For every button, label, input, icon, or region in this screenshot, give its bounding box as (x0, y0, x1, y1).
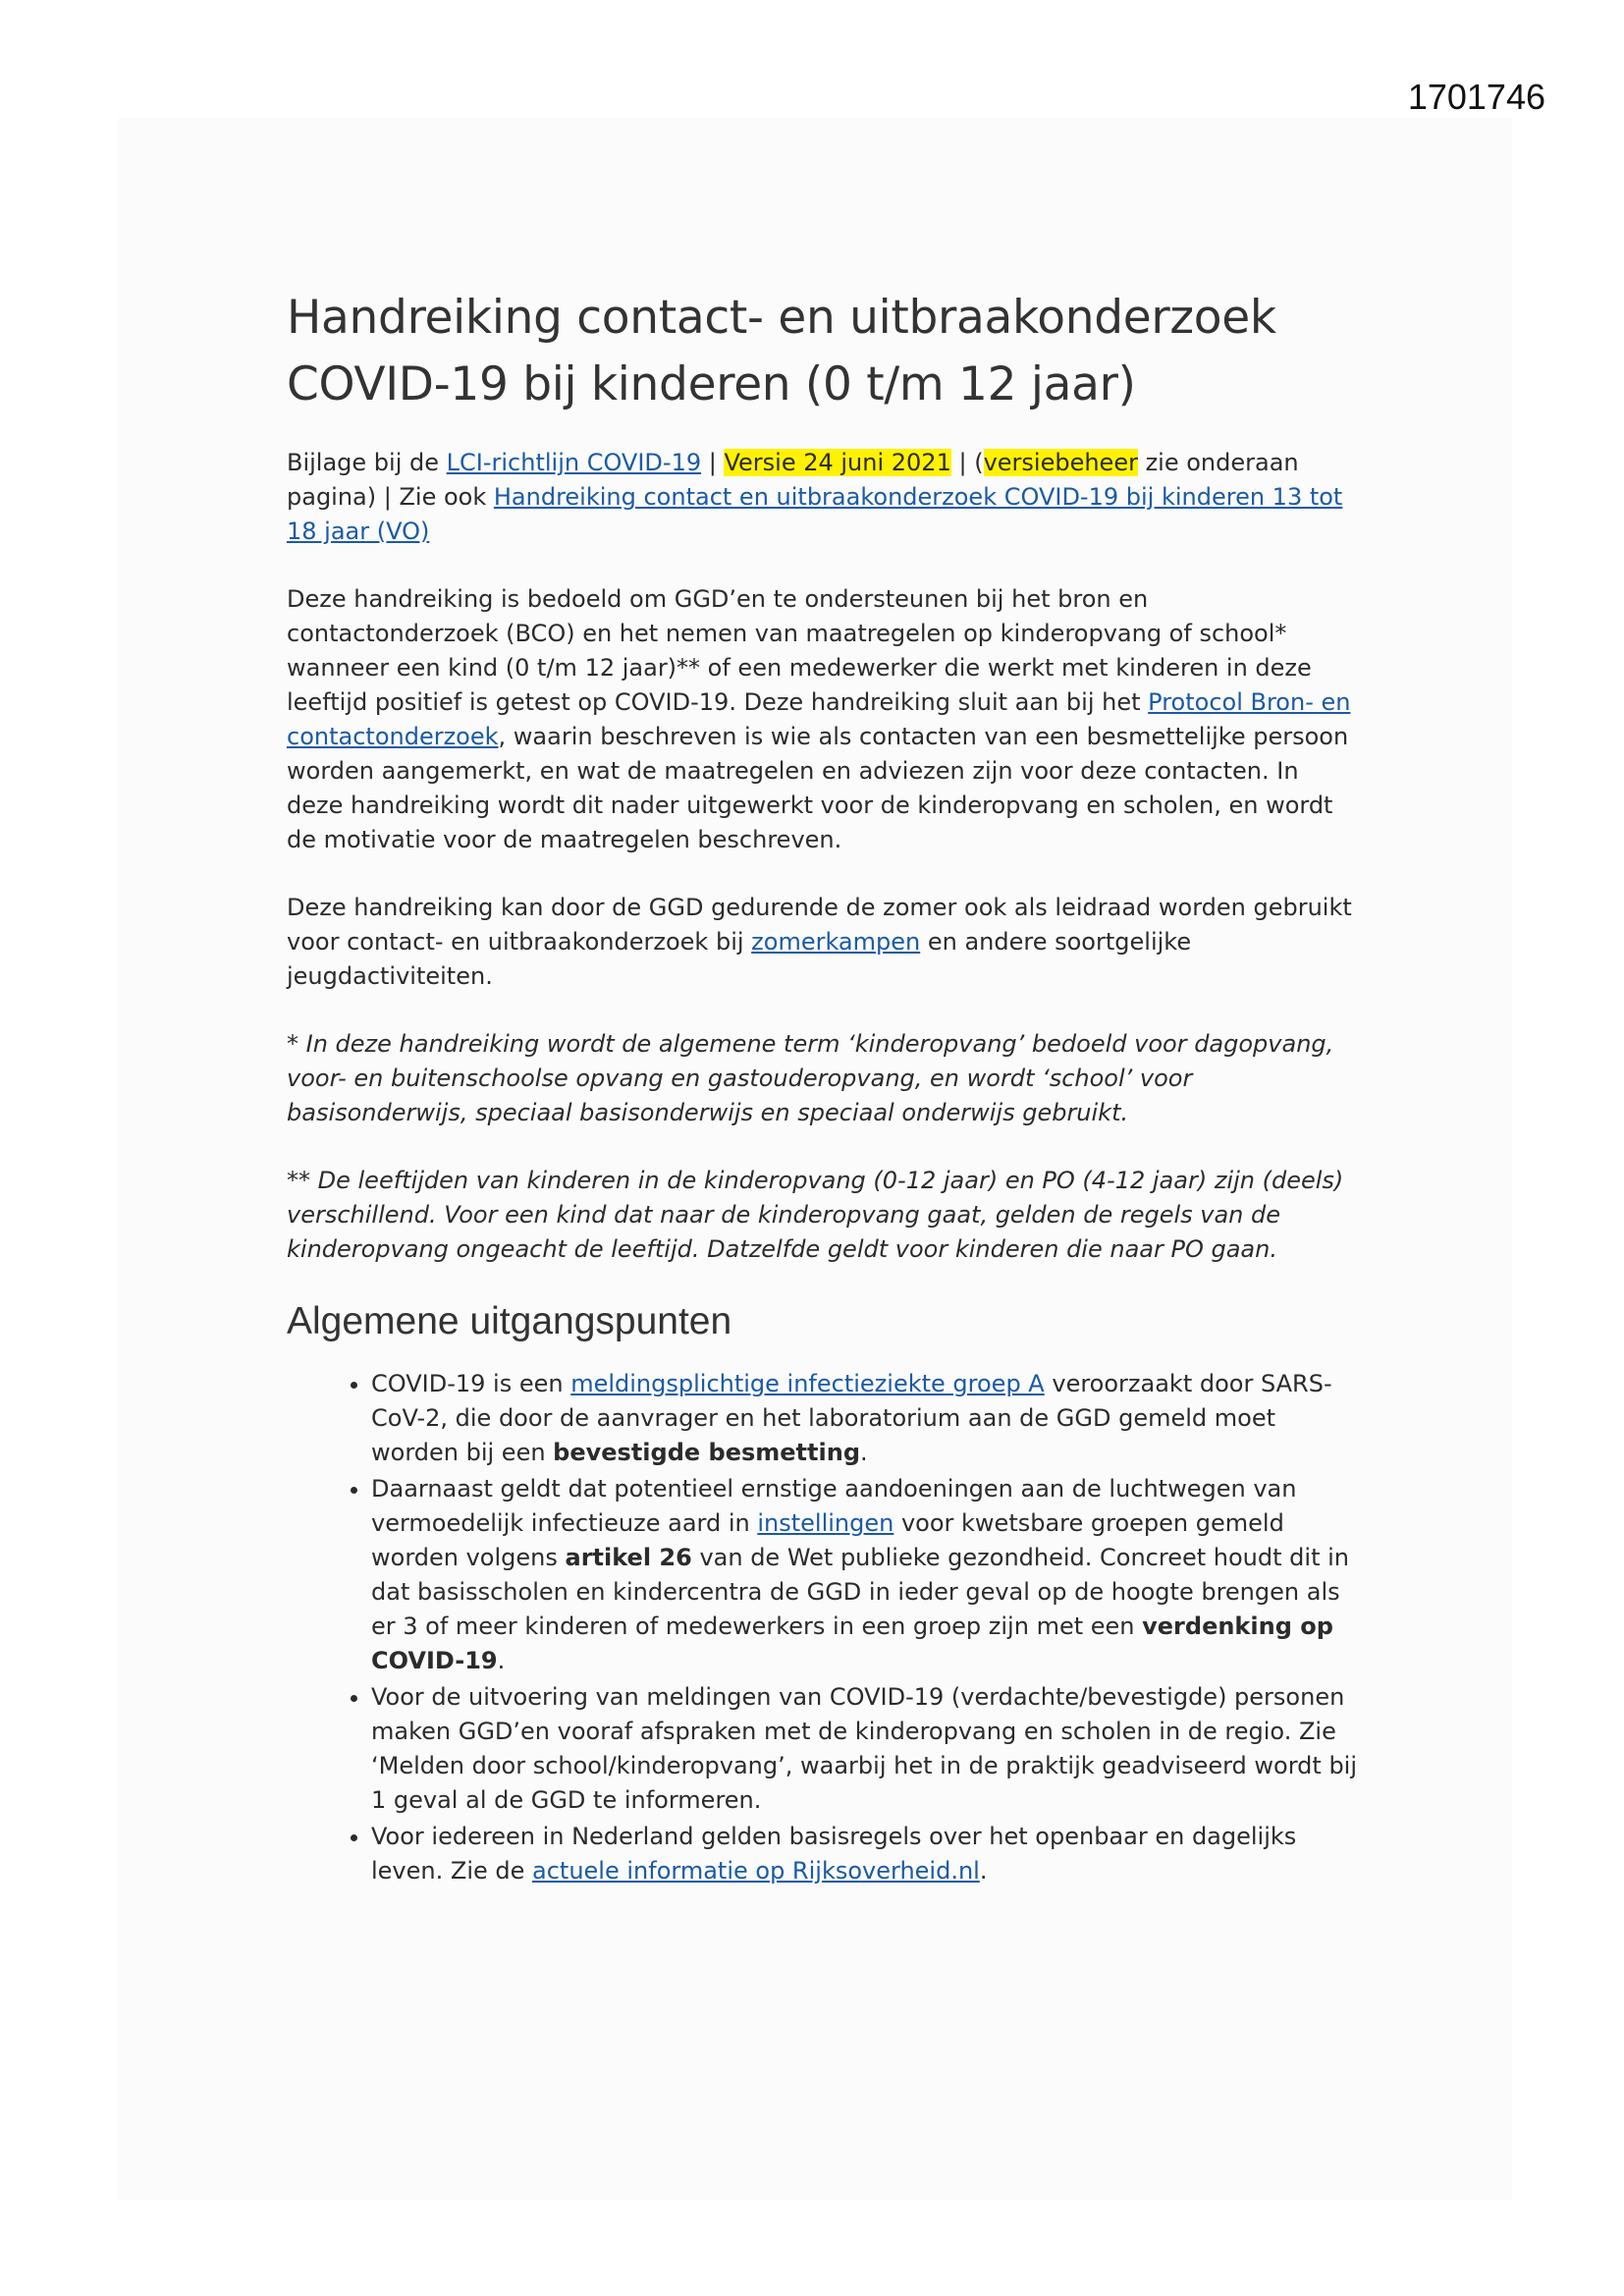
footnote-2: ** De leeftijden van kinderen in de kinderopvang (0-12 jaar) en PO (4-12 jaar) zijn (deels) verschillend. Voor een kind dat naar de kinderopvang gaat, gelden de regels van de kinderopvang ongeacht de leeftijd. Datzelfde geldt voor kinderen die naar PO gaan. (287, 1167, 1344, 1263)
b2-bold: artikel 26 (565, 1544, 692, 1571)
document-id: 1701746 (1407, 77, 1545, 117)
footnote-1: * In deze handreiking wordt de algemene term ‘kinderopvang’ bedoeld voor dagopvang, voor- en buitenschoolse opvang en gastouderopvang, en wordt ‘school’ voor basisonderwijs, speciaal basisonderwijs en speciaal onderwijs gebruikt. (287, 1030, 1334, 1126)
list-item (371, 1472, 1357, 1678)
b2-text-4: . (497, 1647, 506, 1674)
intro-paragraph-1 (287, 582, 1357, 857)
meta-prefix: Bijlage bij de (287, 449, 447, 476)
b4-text: Voor iedereen in Nederland gelden basisregels over het openbaar en dagelijks leven. Zie de (371, 1823, 1297, 1885)
intro-p1-text-2: , waarin beschreven is wie als contacten van een besmettelijke persoon worden aangemerkt, en wat de maatregelen en adviezen zijn voor deze contacten. In deze handreiking wordt dit nader uitgewerkt voor de kinderopvang en scholen, en wordt de motivatie voor de maatregelen beschreven. (287, 723, 1349, 853)
list-item: • Voor de uitvoering van meldingen van COVID-19 (verdachte/bevestigde) personen maken GGD’en vooraf afspraken met de kinderopvang en scholen in de regio. Zie ‘Melden door school/kinderopvang’, waarbij het in de praktijk geadviseerd wordt bij 1 geval al de GGD te informeren. (371, 1680, 1357, 1818)
protocol-bco-link[interactable]: Protocol Bron- en contactonderzoek (287, 688, 1351, 750)
version-highlight: Versie 24 juni 2021 (724, 449, 951, 476)
section-heading: Algemene uitgangspunten (287, 1300, 732, 1342)
meta-separator: | (701, 449, 725, 476)
intro-p1-text: Deze handreiking is bedoeld om GGD’en te ondersteunen bij het bron en contactonderzoek (BCO) en het nemen van maatregelen op kinderopvang of school* wanneer een kind (0 t/m 12 jaar)** of een medewerker die werkt met kinderen in deze leeftijd positief is getest op COVID-19. Deze handreiking sluit aan bij het (287, 585, 1312, 716)
list-item (371, 1820, 1357, 1888)
bullet-list (287, 1367, 1357, 1888)
b1-bold: bevestigde besmetting (553, 1439, 860, 1466)
b2-text-2: voor kwetsbare groepen gemeld worden volgens (371, 1509, 1284, 1571)
intro-p2-text: Deze handreiking kan door de GGD gedurende de zomer ook als leidraad worden gebruikt voor contact- en uitbraakonderzoek bij (287, 894, 1352, 956)
rijksoverheid-link[interactable]: actuele informatie op Rijksoverheid.nl (532, 1857, 980, 1885)
vo-handreiking-link[interactable]: Handreiking contact en uitbraakonderzoek COVID-19 bij kinderen 13 tot 18 jaar (VO) (287, 483, 1343, 545)
b2-text-3: van de Wet publieke gezondheid. Concreet houdt dit in dat basisscholen en kindercentra de GGD in ieder geval op de hoogte brengen als er 3 of meer kinderen of medewerkers in een groep zijn met een (371, 1544, 1349, 1640)
meta-separator-2: | ( (950, 449, 984, 476)
instellingen-link[interactable]: instellingen (757, 1509, 894, 1537)
b2-bold-2: verdenking op COVID-19 (371, 1613, 1333, 1674)
zomerkampen-link[interactable]: zomerkampen (751, 928, 921, 956)
b2-text: Daarnaast geldt dat potentieel ernstige aandoeningen aan de luchtwegen van vermoedelijk infectieuze aard in (371, 1475, 1297, 1537)
meta-text: zie onderaan pagina) | Zie ook (287, 449, 1299, 511)
b1-text-2: veroorzaakt door SARS-CoV-2, die door de aanvrager en het laboratorium aan de GGD gemeld moet worden bij een (371, 1370, 1332, 1466)
meldingsplichtig-link[interactable]: meldingsplichtige infectieziekte groep A (570, 1370, 1045, 1397)
page-title: Handreiking contact- en uitbraakonderzoek COVID-19 bij kinderen (0 t/m 12 jaar) (287, 291, 1276, 411)
page-content (287, 285, 1357, 1890)
b1-text-3: . (860, 1439, 868, 1466)
lci-richtlijn-link[interactable]: LCI-richtlijn COVID-19 (446, 449, 702, 476)
intro-paragraph-2 (287, 891, 1357, 994)
b1-text: COVID-19 is een (371, 1370, 571, 1397)
versiebeheer-highlight: versiebeheer (983, 449, 1138, 476)
list-item (371, 1367, 1357, 1470)
intro-p2-text-2: en andere soortgelijke jeugdactiviteiten. (287, 928, 1192, 990)
meta-line (287, 446, 1357, 549)
b4-text-2: . (979, 1857, 988, 1885)
